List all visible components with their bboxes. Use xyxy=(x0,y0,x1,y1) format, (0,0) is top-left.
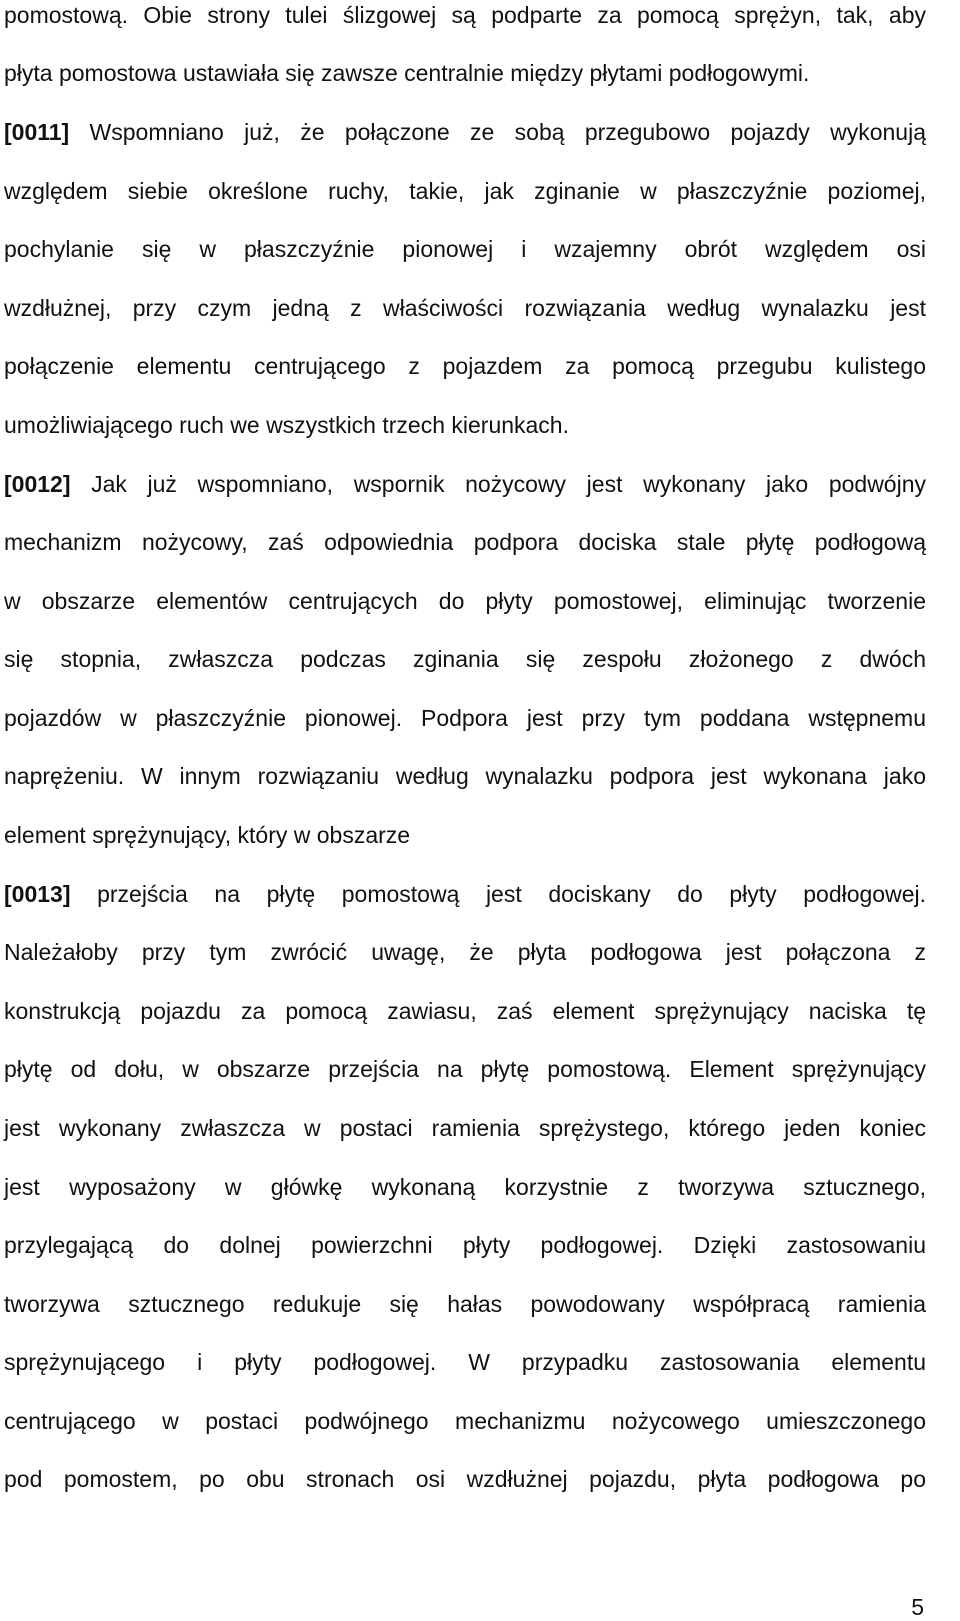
text-line xyxy=(4,1054,926,1084)
line-text: tworzywa sztucznego redukuje się hałas powodowany współpracą ramienia xyxy=(4,1291,926,1317)
line-text: się stopnia, zwłaszcza podczas zginania się zespołu złożonego z dwóch xyxy=(4,646,926,672)
text-line xyxy=(4,0,926,30)
line-text: konstrukcją pojazdu za pomocą zawiasu, zaś element sprężynujący naciska tę xyxy=(4,998,926,1024)
line-text: Należałoby przy tym zwrócić uwagę, że płyta podłogowa jest połączona z xyxy=(4,939,926,965)
paragraph-marker: [0013] xyxy=(4,881,71,907)
line-text: mechanizm nożycowy, zaś odpowiednia podpora dociska stale płytę podłogową xyxy=(4,529,926,555)
paragraph-marker: [0012] xyxy=(4,471,71,497)
text-line xyxy=(4,410,926,440)
line-text: jest wykonany zwłaszcza w postaci ramienia sprężystego, którego jeden koniec xyxy=(4,1115,926,1141)
text-line xyxy=(4,1464,926,1494)
text-line xyxy=(4,586,926,616)
line-text: przejścia na płytę pomostową jest dociskany do płyty podłogowej. xyxy=(70,881,926,907)
line-text: Wspomniano już, że połączone ze sobą przegubowo pojazdy wykonują xyxy=(69,119,926,145)
line-text: płytę od dołu, w obszarze przejścia na płytę pomostową. Element sprężynujący xyxy=(4,1056,926,1082)
paragraph-marker: [0011] xyxy=(4,119,70,145)
line-text: Jak już wspomniano, wspornik nożycowy jest wykonany jako podwójny xyxy=(70,471,926,497)
line-text: naprężeniu. W innym rozwiązaniu według wynalazku podpora jest wykonana jako xyxy=(4,763,926,789)
text-line xyxy=(4,879,926,909)
line-text: centrującego w postaci podwójnego mechanizmu nożycowego umieszczonego xyxy=(4,1408,926,1434)
text-line xyxy=(4,1172,926,1202)
line-text: połączenie elementu centrującego z pojazdem za pomocą przegubu kulistego xyxy=(4,353,926,379)
page-number: 5 xyxy=(911,1594,924,1620)
line-text: pod pomostem, po obu stronach osi wzdłużnej pojazdu, płyta podłogowa po xyxy=(4,1466,926,1492)
text-line xyxy=(4,1289,926,1319)
text-line xyxy=(4,703,926,733)
text-line xyxy=(4,644,926,674)
text-line xyxy=(4,293,926,323)
text-line xyxy=(4,176,926,206)
line-text: sprężynującego i płyty podłogowej. W przypadku zastosowania elementu xyxy=(4,1349,926,1375)
line-text: umożliwiającego ruch we wszystkich trzech kierunkach. xyxy=(4,412,569,438)
line-text: wzdłużnej, przy czym jedną z właściwości rozwiązania według wynalazku jest xyxy=(4,295,926,321)
text-line xyxy=(4,996,926,1026)
line-text: jest wyposażony w główkę wykonaną korzystnie z tworzywa sztucznego, xyxy=(4,1174,926,1200)
text-line xyxy=(4,761,926,791)
text-line xyxy=(4,58,926,88)
text-line xyxy=(4,1347,926,1377)
line-text: pojazdów w płaszczyźnie pionowej. Podpora jest przy tym poddana wstępnemu xyxy=(4,705,926,731)
text-line xyxy=(4,1113,926,1143)
text-line xyxy=(4,234,926,264)
line-text: względem siebie określone ruchy, takie, jak zginanie w płaszczyźnie poziomej, xyxy=(4,178,926,204)
line-text: pomostową. Obie strony tulei ślizgowej są podparte za pomocą sprężyn, tak, aby xyxy=(4,2,926,28)
line-text: w obszarze elementów centrujących do płyty pomostowej, eliminując tworzenie xyxy=(4,588,926,614)
text-line xyxy=(4,527,926,557)
text-line xyxy=(4,820,926,850)
text-line xyxy=(4,937,926,967)
line-text: płyta pomostowa ustawiała się zawsze centralnie między płytami podłogowymi. xyxy=(4,60,810,86)
line-text: element sprężynujący, który w obszarze xyxy=(4,822,411,848)
line-text: pochylanie się w płaszczyźnie pionowej i wzajemny obrót względem osi xyxy=(4,236,926,262)
text-line xyxy=(4,1230,926,1260)
text-line xyxy=(4,469,926,499)
text-line xyxy=(4,1406,926,1436)
text-line xyxy=(4,351,926,381)
text-line xyxy=(4,117,926,147)
line-text: przylegającą do dolnej powierzchni płyty podłogowej. Dzięki zastosowaniu xyxy=(4,1232,926,1258)
